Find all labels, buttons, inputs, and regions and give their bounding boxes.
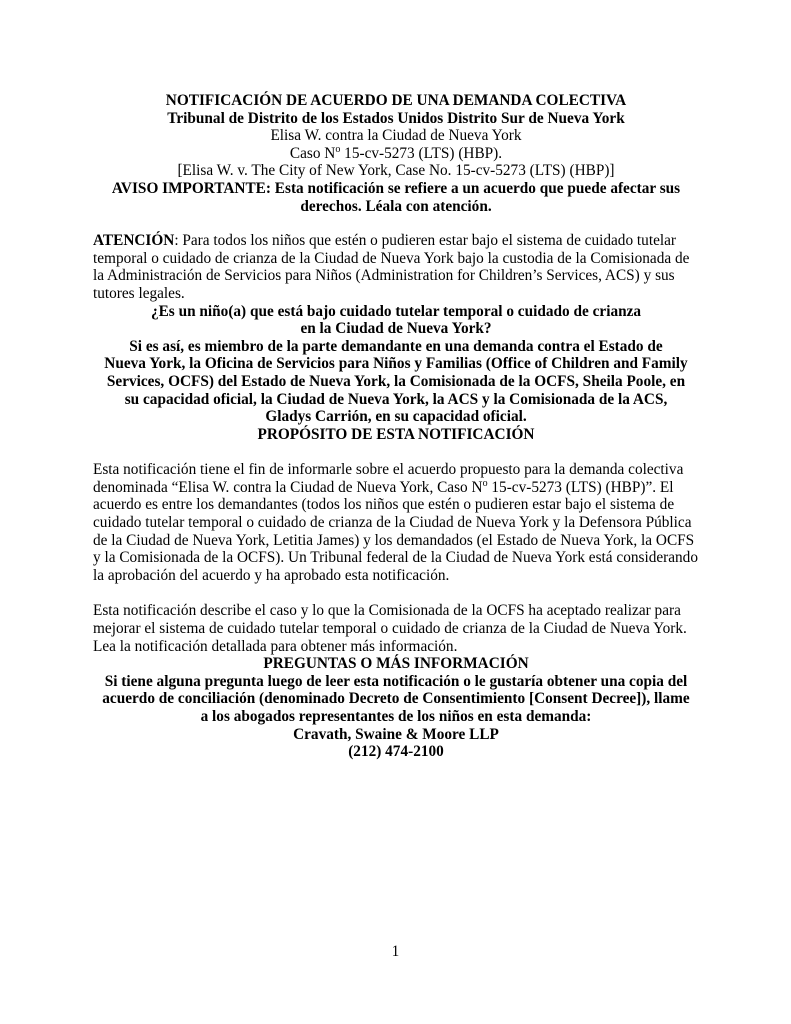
describe-paragraph: Esta notificación describe el caso y lo que la Comisionada de la OCFS ha aceptado realizar para mejorar el sistema de cuidado tutelar temporal o cuidado de crianza de la Ciudad de Nueva York. Lea la notificación detallada para obtener más información. xyxy=(93,602,687,655)
member-line: Si es así, es miembro de la parte demandante en una demanda contra el Estado de xyxy=(129,337,663,355)
member-line: Services, OCFS) del Estado de Nueva York, la Comisionada de la OCFS, Sheila Poole, en xyxy=(106,372,686,390)
court-name: Tribunal de Distrito de los Estados Unidos Distrito Sur de Nueva York xyxy=(167,109,625,127)
document-page xyxy=(93,92,699,761)
important-notice-line1: AVISO IMPORTANTE: Esta notificación se refiere a un acuerdo que puede afectar sus xyxy=(111,179,681,197)
purpose-paragraph xyxy=(93,461,699,584)
case-prefix: Caso N xyxy=(289,144,336,162)
member-line: su capacidad oficial, la Ciudad de Nueva York, la ACS y la Comisionada de la ACS, xyxy=(124,390,668,408)
attention-label: ATENCIÓN xyxy=(93,232,175,250)
law-firm-phone: (212) 474-2100 xyxy=(348,743,444,761)
case-sup: o xyxy=(335,143,341,155)
purpose-text-part2: 15-cv-5273 (LTS) (HBP)”. El acuerdo es entre los demandantes (todos los niños que estén o pudieren estar bajo el sistema de cuidado tutelar temporal o cuidado de crianza de la Ciudad de Nueva York y la Defensora Pública de la Ciudad de Nueva York, Letitia James) y los demandados (el Estado de Nueva York, la OCFS y la Comisionada de la OCFS). Un Tribunal federal de la Ciudad de Nueva York está considerando la aprobación del acuerdo y ha aprobado esta notificación. xyxy=(93,478,698,584)
law-firm-contact xyxy=(93,726,699,761)
attention-paragraph xyxy=(93,232,699,302)
case-suffix: 15-cv-5273 (LTS) (HBP). xyxy=(340,144,503,162)
english-case-citation: [Elisa W. v. The City of New York, Case No. 15-cv-5273 (LTS) (HBP)] xyxy=(177,162,615,180)
member-line: Nueva York, la Oficina de Servicios para Niños y Familias (Office of Children and Family xyxy=(104,355,688,373)
case-parties: Elisa W. contra la Ciudad de Nueva York xyxy=(270,127,522,145)
important-notice xyxy=(93,180,699,215)
questions-line: Si tiene alguna pregunta luego de leer esta notificación o le gustaría obtener una copia del xyxy=(104,672,688,690)
law-firm-name: Cravath, Swaine & Moore LLP xyxy=(293,725,499,743)
class-question-line2: en la Ciudad de Nueva York? xyxy=(300,320,492,338)
class-question xyxy=(93,303,699,338)
class-question-line1: ¿Es un niño(a) que está bajo cuidado tutelar temporal o cuidado de crianza xyxy=(150,302,642,320)
page-title: NOTIFICACIÓN DE ACUERDO DE UNA DEMANDA COLECTIVA xyxy=(165,92,627,109)
questions-paragraph xyxy=(93,673,699,726)
class-member-statement xyxy=(93,338,699,426)
purpose-text-part1: Esta notificación tiene el fin de informarle sobre el acuerdo propuesto para la demanda colectiva denominada “Elisa W. contra la Ciudad de Nueva York, Caso N xyxy=(93,461,684,496)
questions-line: a los abogados representantes de los niños en esta demanda: xyxy=(200,708,592,725)
important-notice-line2: derechos. Léala con atención. xyxy=(300,197,492,215)
purpose-sup: o xyxy=(482,477,488,489)
page-number: 1 xyxy=(391,943,400,960)
questions-heading: PREGUNTAS O MÁS INFORMACIÓN xyxy=(263,655,529,673)
questions-line: acuerdo de conciliación (denominado Decreto de Consentimiento [Consent Decree]), llame xyxy=(102,690,690,708)
attention-text: : Para todos los niños que estén o pudieren estar bajo el sistema de cuidado tutelar temporal o cuidado de crianza de la Ciudad de Nueva York bajo la custodia de la Comisionada de la Administración de Servicios para Niños (Administration for Children’s Services, ACS) y sus tutores legales. xyxy=(93,232,690,302)
court-caption xyxy=(93,110,699,180)
purpose-heading: PROPÓSITO DE ESTA NOTIFICACIÓN xyxy=(257,425,535,443)
case-number xyxy=(93,145,699,163)
member-line: Gladys Carrión, en su capacidad oficial. xyxy=(265,408,527,426)
